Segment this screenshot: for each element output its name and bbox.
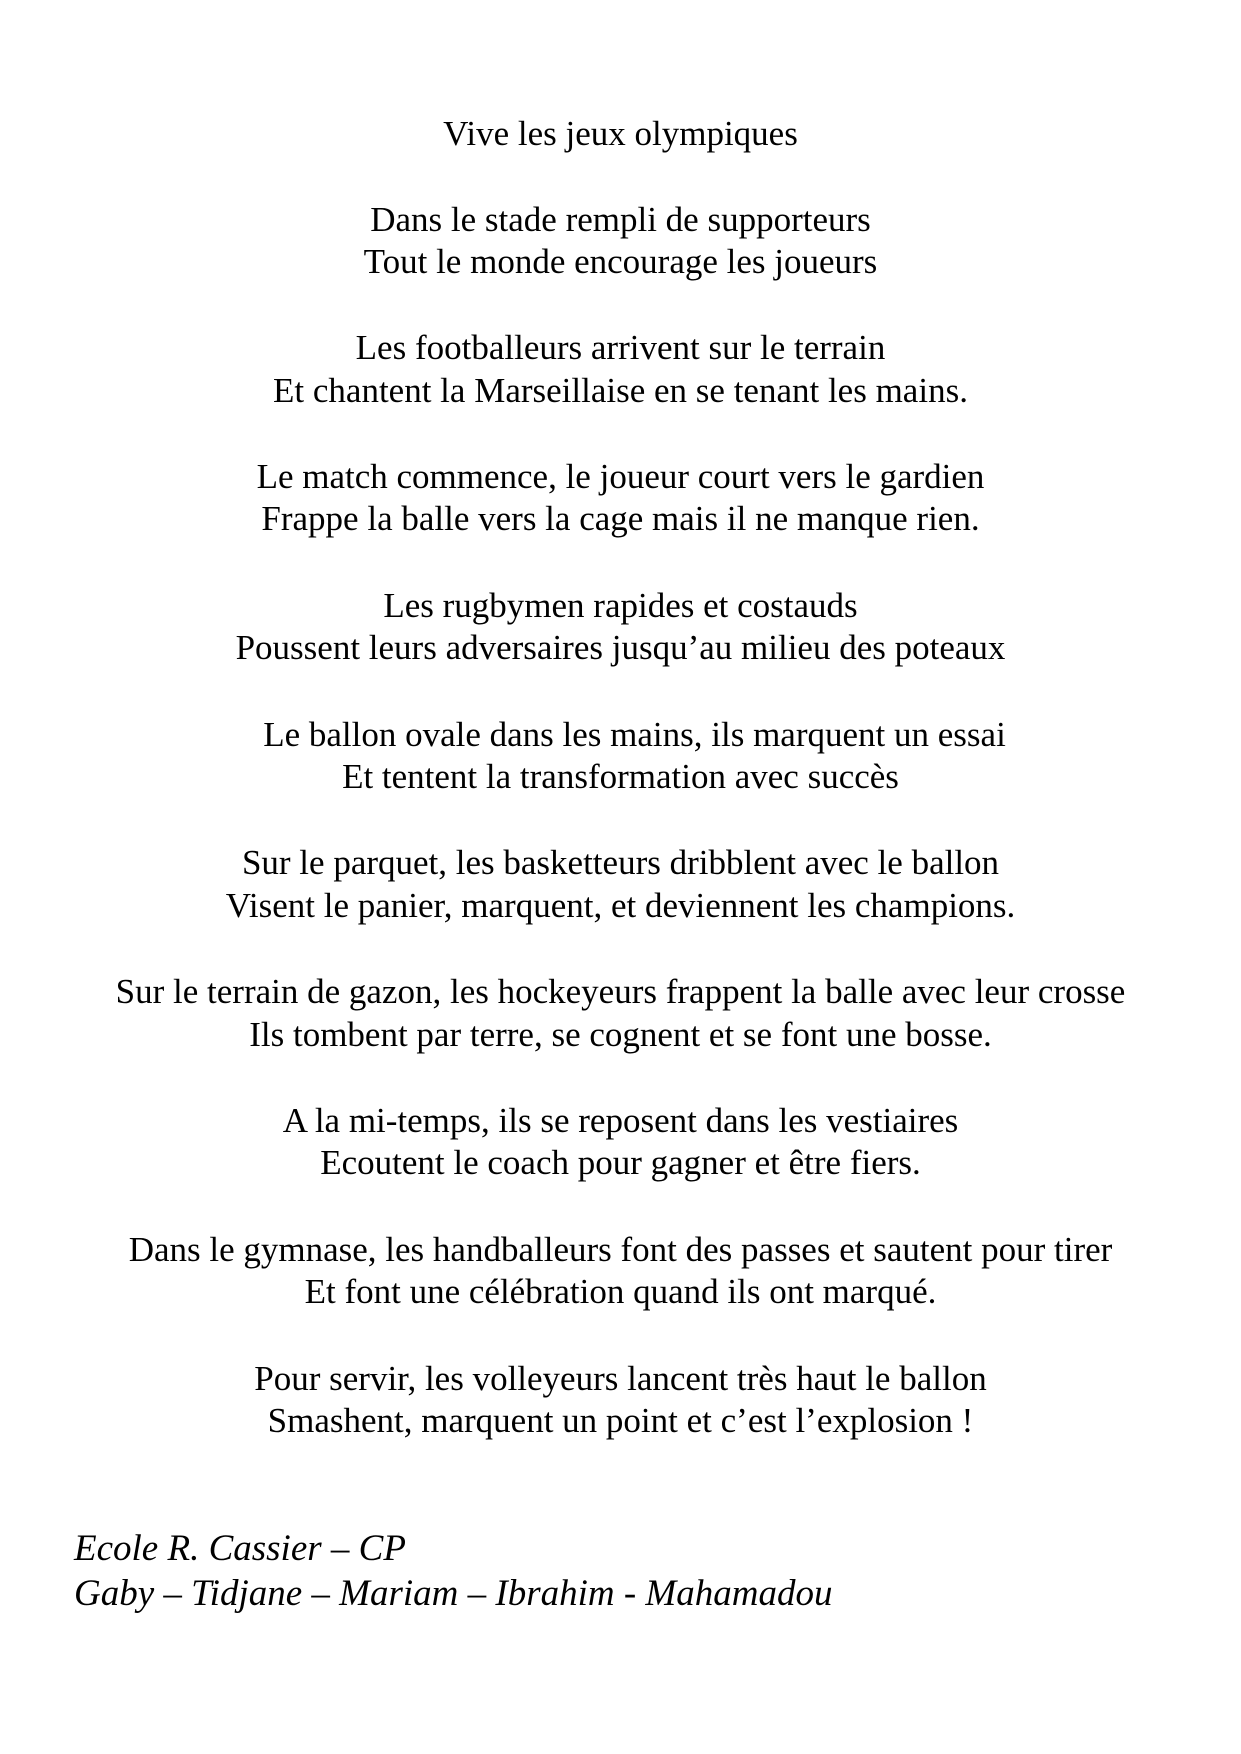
stanza-4-line-2: Poussent leurs adversaires jusqu’au milieu des poteaux (235, 628, 1006, 667)
stanza-3-line-2: Frappe la balle vers la cage mais il ne manque rien. (261, 499, 980, 538)
stanza-8-line-1: A la mi-temps, ils se reposent dans les vestiaires (282, 1101, 959, 1140)
signature-school: Ecole R. Cassier – CP (74, 1528, 406, 1569)
stanza-5-line-1: Le ballon ovale dans les mains, ils marquent un essai (263, 715, 1006, 754)
stanza-5-line-2: Et tentent la transformation avec succès (342, 757, 899, 796)
stanza-9-line-2: Et font une célébration quand ils ont marqué. (304, 1272, 937, 1311)
stanza-7-line-2: Ils tombent par terre, se cognent et se font une bosse. (249, 1015, 992, 1054)
stanza-2-line-1: Les footballeurs arrivent sur le terrain (355, 328, 886, 367)
stanza-2-line-2: Et chantent la Marseillaise en se tenant les mains. (273, 371, 968, 410)
poem-title: Vive les jeux olympiques (443, 114, 798, 153)
stanza-4-line-1: Les rugbymen rapides et costauds (383, 586, 858, 625)
stanza-6-line-2: Visent le panier, marquent, et deviennent les champions. (225, 886, 1016, 925)
stanza-8-line-2: Ecoutent le coach pour gagner et être fiers. (320, 1143, 921, 1182)
stanza-1-line-2: Tout le monde encourage les joueurs (363, 242, 878, 281)
stanza-10-line-1: Pour servir, les volleyeurs lancent très haut le ballon (254, 1359, 987, 1398)
stanza-3-line-1: Le match commence, le joueur court vers le gardien (256, 457, 985, 496)
stanza-10-line-2: Smashent, marquent un point et c’est l’explosion ! (267, 1401, 974, 1440)
signature-authors: Gaby – Tidjane – Mariam – Ibrahim - Mahamadou (74, 1573, 833, 1614)
stanza-7-line-1: Sur le terrain de gazon, les hockeyeurs frappent la balle avec leur crosse (115, 972, 1126, 1011)
stanza-6-line-1: Sur le parquet, les basketteurs dribblent avec le ballon (241, 843, 1000, 882)
stanza-9-line-1: Dans le gymnase, les handballeurs font des passes et sautent pour tirer (128, 1230, 1113, 1269)
stanza-1-line-1: Dans le stade rempli de supporteurs (370, 200, 871, 239)
